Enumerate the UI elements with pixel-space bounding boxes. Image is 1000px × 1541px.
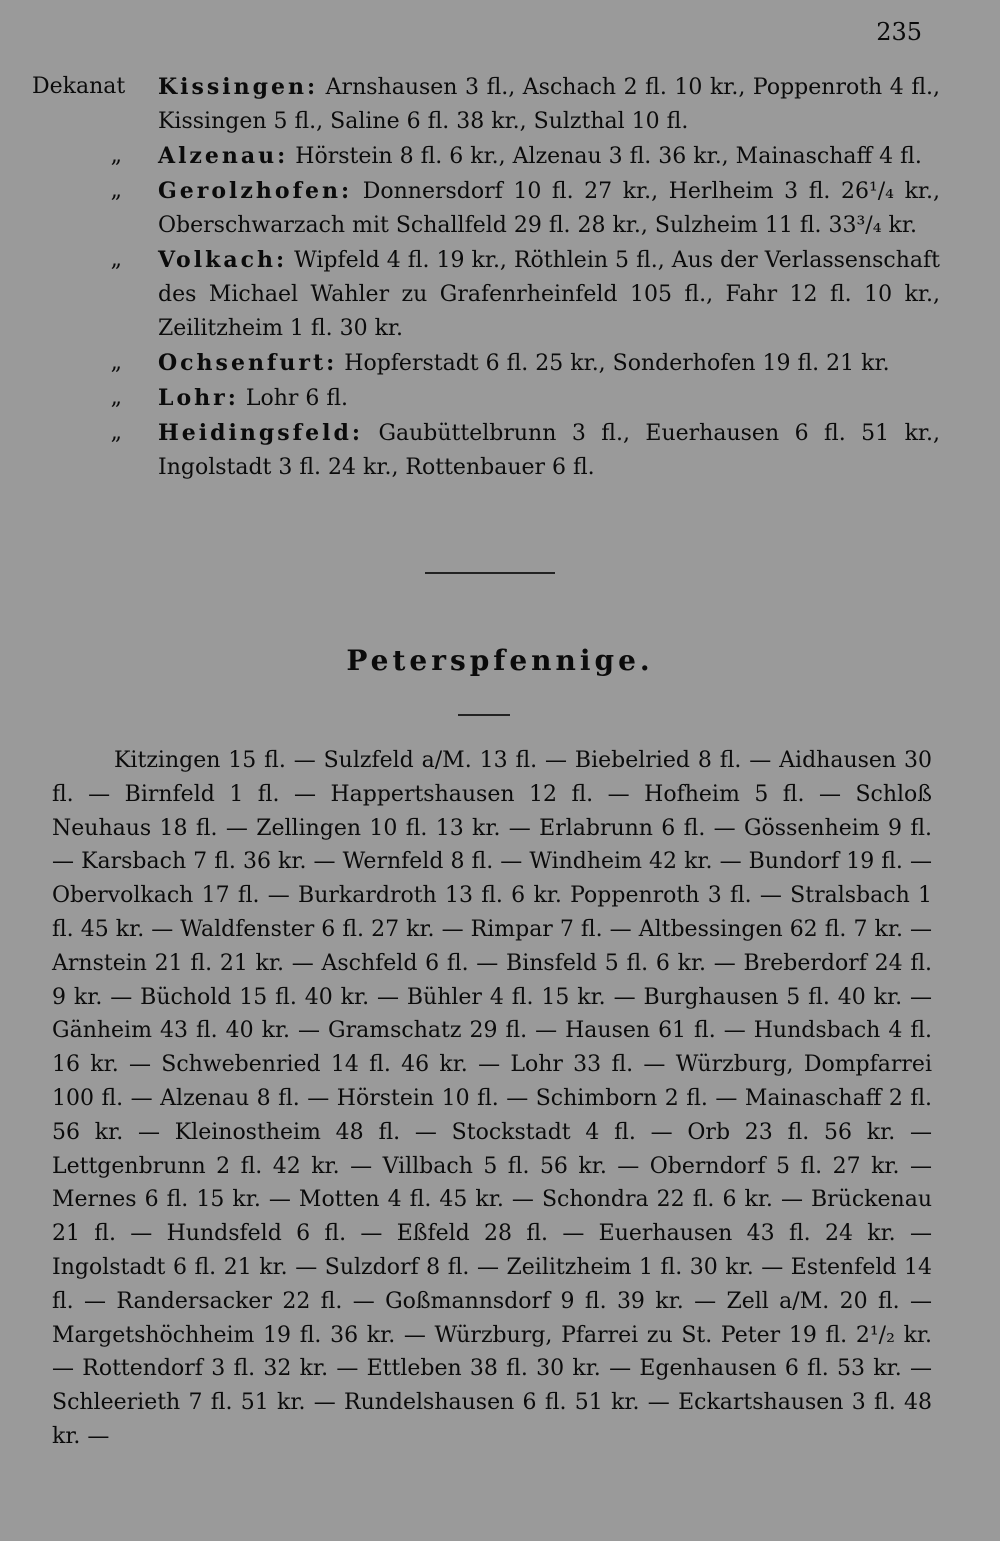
peterspfennige-paragraph: Kitzingen 15 fl. — Sulzfeld a/M. 13 fl. — Biebelried 8 fl. — Aidhausen 30 fl. — Birnfeld 1 fl. — Happertshausen 12 fl. — Hofheim 5 fl. — Schloß Neuhaus 18 fl. — Zellingen 10 fl. 13 kr. — Erlabrunn 6 fl. — Gössenheim 9 fl. — Karsbach 7 fl. 36 kr. — Wernfeld 8 fl. — Windheim 42 kr. — Bundorf 19 fl. — Obervolkach 17 fl. — Burkardroth 13 fl. 6 kr. Poppenroth 3 fl. — Stralsbach 1 fl. 45 kr. — Waldfenster 6 fl. 27 kr. — Rimpar 7 fl. — Altbessingen 62 fl. 7 kr. — Arnstein 21 fl. 21 kr. — Aschfeld 6 fl. — Binsfeld 5 fl. 6 kr. — Breberdorf 24 fl. 9 kr. — Büchold 15 fl. 40 kr. — Bühler 4 fl. 15 kr. — Burghausen 5 fl. 40 kr. — Gänheim 43 fl. 40 kr. — Gramschatz 29 fl. — Hausen 61 fl. — Hundsbach 4 fl. 16 kr. — Schwebenried 14 fl. 46 kr. — Lohr 33 fl. — Würzburg, Dompfarrei 100 fl. — Alzenau 8 fl. — Hörstein 10 fl. — Schimborn 2 fl. — Mainaschaff 2 fl. 56 kr. — Kleinostheim 48 fl. — Stockstadt 4 fl. — Orb 23 fl. 56 kr. — Lettgenbrunn 2 fl. 42 kr. — Villbach 5 fl. 56 kr. — Oberndorf 5 fl. 27 kr. — Mernes 6 fl. 15 kr. — Motten 4 fl. 45 kr. — Schondra 22 fl. 6 kr. — Brückenau 21 fl. — Hundsfeld 6 fl. — Eßfeld 28 fl. — Euerhausen 43 fl. 24 kr. — Ingolstadt 6 fl. 21 kr. — Sulzdorf 8 fl. — Zeilitzheim 1 fl. 30 kr. — Estenfeld 14 fl. — Randersacker 22 fl. — Goßmannsdorf 9 fl. 39 kr. — Zell a/M. 20 fl. — Margetshöchheim 19 fl. 36 kr. — Würzburg, Pfarrei zu St. Peter 19 fl. 2¹/₂ kr. — Rottendorf 3 fl. 32 kr. — Ettleben 38 fl. 30 kr. — Egenhausen 6 fl. 53 kr. — Schleerieth 7 fl. 51 kr. — Rundelshausen 6 fl. 51 kr. — Eckartshausen 3 fl. 48 kr. — <box>52 748 932 1449</box>
dekanat-entry-alzenau <box>30 139 940 174</box>
dekanat-place: Volkach: <box>158 247 288 273</box>
section-title: Peterspfennige. <box>346 644 654 677</box>
dekanat-place: Lohr: <box>158 385 239 411</box>
ditto-mark: „ <box>110 143 122 168</box>
dekanat-contributions: Lohr 6 fl. <box>245 386 349 411</box>
dekanat-place: Alzenau: <box>158 143 289 169</box>
dekanat-entry-gerolzhofen <box>30 174 940 243</box>
page-number: 235 <box>876 18 922 46</box>
section-divider-rule <box>425 572 555 574</box>
dekanat-entry-heidingsfeld <box>30 416 940 485</box>
dekanat-entry-lohr <box>30 381 940 416</box>
dekanat-contributions: Arnshausen 3 fl., Aschach 2 fl. 10 kr., Poppenroth 4 fl., Kissingen 5 fl., Saline 6 fl. 38 kr., Sulzthal 10 fl. <box>158 75 940 134</box>
dekanat-list <box>30 70 940 485</box>
dekanat-entry-ochsenfurt <box>30 346 940 381</box>
dekanat-contributions: Wipfeld 4 fl. 19 kr., Röthlein 5 fl., Aus der Verlassenschaft des Michael Wahler zu Grafenrheinfeld 105 fl., Fahr 12 fl. 10 kr., Zeilitzheim 1 fl. 30 kr. <box>158 248 940 341</box>
dekanat-place: Gerolzhofen: <box>158 178 353 204</box>
title-underline-rule <box>458 714 510 716</box>
dekanat-place: Heidingsfeld: <box>158 420 363 446</box>
dekanat-contributions: Hopferstadt 6 fl. 25 kr., Sonderhofen 19 fl. 21 kr. <box>344 351 890 376</box>
ditto-mark: „ <box>110 385 122 410</box>
dekanat-contributions: Gaubüttelbrunn 3 fl., Euerhausen 6 fl. 51 kr., Ingolstadt 3 fl. 24 kr., Rottenbauer 6 fl. <box>158 421 941 480</box>
dekanat-label: Dekanat <box>32 74 126 99</box>
dekanat-place: Kissingen: <box>158 74 319 100</box>
dekanat-contributions: Hörstein 8 fl. 6 kr., Alzenau 3 fl. 36 kr., Mainaschaff 4 fl. <box>295 144 922 169</box>
dekanat-entry-volkach <box>30 243 940 346</box>
ditto-mark: „ <box>110 350 122 375</box>
ditto-mark: „ <box>110 420 122 445</box>
ditto-mark: „ <box>110 247 122 272</box>
dekanat-place: Ochsenfurt: <box>158 350 338 376</box>
dekanat-entry-kissingen <box>30 70 940 139</box>
ditto-mark: „ <box>110 178 122 203</box>
dekanat-contributions: Donnersdorf 10 fl. 27 kr., Herlheim 3 fl. 26¹/₄ kr., Oberschwarzach mit Schallfeld 29 fl. 28 kr., Sulzheim 11 fl. 33³/₄ kr. <box>158 179 940 238</box>
